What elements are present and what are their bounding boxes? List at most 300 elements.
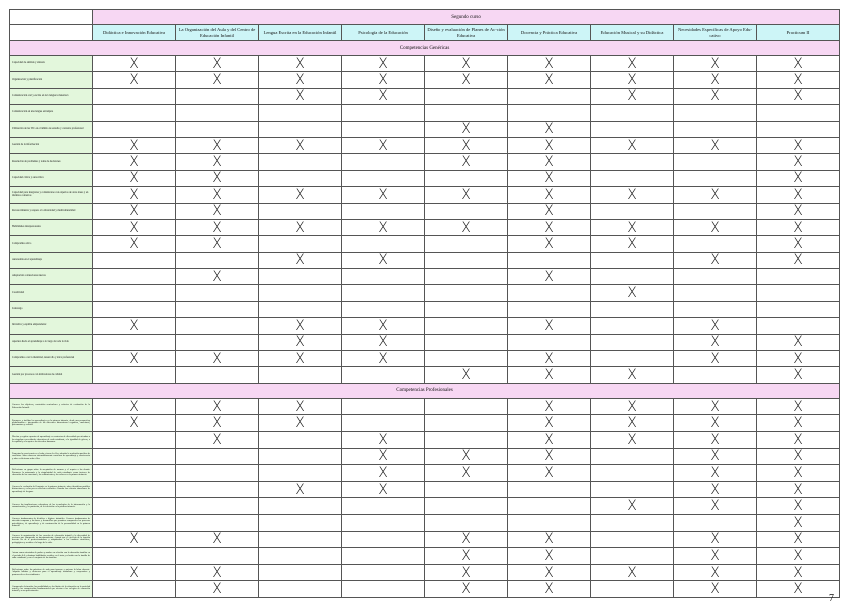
mark-cell-x: X [93,219,176,235]
subject-header: Psicología de la Educación [342,25,425,41]
mark-cell-empty [176,301,259,317]
mark-cell-empty [93,581,176,598]
mark-cell-x: X [757,72,840,88]
mark-cell-x: X [508,219,591,235]
mark-cell-x: X [425,56,508,72]
mark-cell-x: X [674,432,757,449]
mark-cell-empty [259,581,342,598]
mark-cell-x: X [176,236,259,252]
mark-cell-x: X [591,137,674,153]
mark-cell-empty [176,498,259,515]
mark-cell-x: X [757,137,840,153]
mark-cell-empty [591,170,674,186]
competency-row [10,285,840,301]
mark-cell-empty [176,448,259,465]
competencies-matrix [9,9,840,598]
mark-cell-x: X [508,137,591,153]
mark-cell-empty [93,88,176,104]
mark-cell-empty [259,465,342,482]
mark-cell-empty [757,269,840,285]
mark-cell-empty [93,448,176,465]
course-year-row [10,10,840,25]
competency-label: Organización y planificación [10,72,93,88]
mark-cell-empty [259,301,342,317]
mark-cell-empty [342,236,425,252]
mark-cell-x: X [508,154,591,170]
competency-label: Autonomía en el aprendizaje [10,252,93,268]
mark-cell-x: X [757,56,840,72]
mark-cell-x: X [591,398,674,415]
mark-cell-x: X [591,415,674,432]
mark-cell-x: X [674,318,757,334]
competency-row [10,432,840,449]
competency-row [10,415,840,432]
competency-row [10,581,840,598]
competency-label: Conocer los objetivos, contenidos curriculares y criterios de evaluación de la Educación Infantil. [10,398,93,415]
mark-cell-x: X [591,432,674,449]
competency-row [10,531,840,548]
professional-section-title: Competencias Profesionales [10,383,840,398]
mark-cell-x: X [259,88,342,104]
mark-cell-x: X [757,432,840,449]
mark-cell-empty [425,105,508,121]
mark-cell-x: X [508,269,591,285]
mark-cell-empty [425,269,508,285]
mark-cell-x: X [591,285,674,301]
mark-cell-x: X [757,481,840,498]
mark-cell-empty [591,581,674,598]
mark-cell-x: X [259,481,342,498]
mark-cell-x: X [757,367,840,383]
competency-label: Reflexionar en grupo sobre la aceptación de normas y el respeto a los demás. Promover la autonomía y la singularidad de cada estudiante como factores de educación de las emociones, los sentimientos y los valores en la primera infancia. [10,465,93,482]
mark-cell-x: X [259,252,342,268]
competency-row [10,465,840,482]
header-corner-cell [10,25,93,41]
mark-cell-empty [591,548,674,565]
mark-cell-empty [508,285,591,301]
competency-row [10,269,840,285]
mark-cell-empty [342,203,425,219]
mark-cell-x: X [259,72,342,88]
competency-label: Reconocimiento y respeto a la diversidad y multiculturalidad [10,203,93,219]
mark-cell-empty [591,481,674,498]
mark-cell-x: X [176,269,259,285]
mark-cell-x: X [93,187,176,203]
mark-cell-empty [425,498,508,515]
mark-cell-x: X [674,56,757,72]
mark-cell-x: X [757,465,840,482]
mark-cell-empty [425,398,508,415]
competency-row [10,88,840,104]
mark-cell-x: X [425,121,508,137]
competency-label: Fomentar la convivencia en el aula y fuera de ella y abordar la resolución pacífica de conflictos. Saber observar sistemáticamente contextos de aprendizaje y convivencia y saber reflexionar sobre ellos. [10,448,93,465]
mark-cell-empty [93,121,176,137]
mark-cell-x: X [757,581,840,598]
mark-cell-empty [508,105,591,121]
mark-cell-x: X [93,415,176,432]
mark-cell-x: X [93,72,176,88]
competency-row [10,56,840,72]
mark-cell-x: X [508,170,591,186]
mark-cell-x: X [342,448,425,465]
mark-cell-x: X [342,56,425,72]
mark-cell-x: X [674,88,757,104]
mark-cell-x: X [757,170,840,186]
competency-row [10,137,840,153]
mark-cell-empty [176,514,259,531]
subject-header: Lengua Escrita en la Educación Infantil [259,25,342,41]
mark-cell-x: X [93,56,176,72]
competency-label: Conocer la organización de las escuelas de educación infantil y la diversidad de acciones que comprende su funcionamiento. Asumir que el ejercicio de la función docente ha de ir perfeccionándose y adaptándose a los cambios científicos, pedagógicos y sociales a lo largo de la vida. [10,531,93,548]
mark-cell-empty [176,318,259,334]
mark-cell-empty [674,154,757,170]
mark-cell-x: X [591,219,674,235]
competency-label: Capacidad de análisis y síntesis [10,56,93,72]
mark-cell-x: X [674,564,757,581]
mark-cell-x: X [757,548,840,565]
mark-cell-empty [93,334,176,350]
mark-cell-empty [591,318,674,334]
mark-cell-empty [176,481,259,498]
mark-cell-empty [176,465,259,482]
mark-cell-empty [342,564,425,581]
mark-cell-x: X [591,498,674,515]
mark-cell-x: X [508,415,591,432]
mark-cell-empty [259,531,342,548]
mark-cell-x: X [674,398,757,415]
mark-cell-x: X [674,72,757,88]
competency-label: Adaptación a situaciones nuevas [10,269,93,285]
mark-cell-x: X [757,203,840,219]
mark-cell-empty [591,334,674,350]
mark-cell-empty [591,252,674,268]
mark-cell-x: X [259,318,342,334]
mark-cell-x: X [259,334,342,350]
mark-cell-empty [342,415,425,432]
mark-cell-empty [259,498,342,515]
subject-header: La Organización del Aula y del Centro de Educación Infantil [176,25,259,41]
course-year-title: Segundo curso [93,10,840,25]
competency-row [10,498,840,515]
mark-cell-x: X [674,415,757,432]
mark-cell-x: X [508,531,591,548]
mark-cell-empty [259,432,342,449]
mark-cell-x: X [508,581,591,598]
mark-cell-empty [508,334,591,350]
mark-cell-x: X [425,72,508,88]
mark-cell-empty [591,465,674,482]
mark-cell-x: X [176,415,259,432]
mark-cell-empty [176,367,259,383]
competency-row [10,548,840,565]
mark-cell-empty [259,269,342,285]
mark-cell-x: X [591,367,674,383]
subject-header: Educación Musical y su Didáctica [591,25,674,41]
mark-cell-x: X [674,187,757,203]
mark-cell-x: X [93,236,176,252]
mark-cell-empty [93,465,176,482]
mark-cell-x: X [176,137,259,153]
mark-cell-empty [176,285,259,301]
mark-cell-x: X [757,531,840,548]
mark-cell-empty [425,415,508,432]
mark-cell-x: X [342,252,425,268]
mark-cell-x: X [176,219,259,235]
mark-cell-x: X [674,137,757,153]
mark-cell-x: X [757,219,840,235]
mark-cell-empty [342,170,425,186]
mark-cell-x: X [259,415,342,432]
mark-cell-empty [342,105,425,121]
mark-cell-empty [425,236,508,252]
competency-label: Liderazgo [10,301,93,317]
mark-cell-x: X [342,137,425,153]
mark-cell-x: X [93,203,176,219]
mark-cell-x: X [508,56,591,72]
subject-header: Docencia y Práctica Educativa [508,25,591,41]
mark-cell-empty [342,301,425,317]
mark-cell-empty [259,367,342,383]
mark-cell-empty [342,514,425,531]
mark-cell-empty [176,105,259,121]
mark-cell-empty [674,203,757,219]
mark-cell-empty [93,432,176,449]
mark-cell-empty [757,121,840,137]
competency-row [10,154,840,170]
mark-cell-x: X [674,219,757,235]
mark-cell-empty [674,105,757,121]
mark-cell-x: X [757,252,840,268]
mark-cell-empty [259,548,342,565]
competency-row [10,398,840,415]
mark-cell-empty [674,236,757,252]
mark-cell-x: X [508,351,591,367]
mark-cell-empty [93,285,176,301]
competency-row [10,236,840,252]
competency-label: Iniciativa y espíritu emprendedor [10,318,93,334]
mark-cell-x: X [591,88,674,104]
mark-cell-x: X [508,187,591,203]
mark-cell-x: X [674,351,757,367]
competency-row [10,105,840,121]
mark-cell-x: X [93,531,176,548]
mark-cell-empty [259,514,342,531]
competency-row [10,203,840,219]
mark-cell-x: X [93,351,176,367]
competency-row [10,219,840,235]
mark-cell-empty [342,548,425,565]
mark-cell-x: X [93,154,176,170]
competency-row [10,72,840,88]
mark-cell-empty [425,203,508,219]
mark-cell-empty [93,252,176,268]
mark-cell-empty [674,285,757,301]
mark-cell-x: X [93,170,176,186]
mark-cell-x: X [176,170,259,186]
mark-cell-x: X [425,448,508,465]
competency-label: Creatividad [10,285,93,301]
mark-cell-empty [342,154,425,170]
mark-cell-x: X [591,236,674,252]
mark-cell-empty [674,269,757,285]
competency-row [10,334,840,350]
mark-cell-x: X [342,88,425,104]
mark-cell-x: X [508,203,591,219]
mark-cell-x: X [591,56,674,72]
competency-row [10,481,840,498]
mark-cell-empty [259,564,342,581]
mark-cell-x: X [259,398,342,415]
mark-cell-empty [508,252,591,268]
mark-cell-x: X [176,398,259,415]
mark-cell-x: X [757,236,840,252]
mark-cell-empty [176,334,259,350]
mark-cell-x: X [674,334,757,350]
mark-cell-empty [591,154,674,170]
mark-cell-x: X [176,203,259,219]
mark-cell-empty [176,88,259,104]
mark-cell-x: X [591,564,674,581]
mark-cell-x: X [93,564,176,581]
mark-cell-empty [508,498,591,515]
mark-cell-x: X [425,564,508,581]
competency-row [10,564,840,581]
subject-header: Practicum II [757,25,840,41]
mark-cell-x: X [176,351,259,367]
mark-cell-empty [674,514,757,531]
mark-cell-x: X [93,398,176,415]
mark-cell-x: X [176,56,259,72]
mark-cell-empty [342,269,425,285]
mark-cell-x: X [342,187,425,203]
mark-cell-x: X [674,448,757,465]
subject-header: Diseño y evaluación de Planes de Ac-ción Educativa [425,25,508,41]
competency-label: Comunicación en una lengua extranjera [10,105,93,121]
mark-cell-empty [425,285,508,301]
mark-cell-x: X [591,187,674,203]
competency-row [10,351,840,367]
competency-label: Resolución de problemas y toma de decisiones [10,154,93,170]
mark-cell-empty [425,334,508,350]
mark-cell-x: X [757,415,840,432]
mark-cell-x: X [342,432,425,449]
mark-cell-x: X [757,154,840,170]
competency-label: Conocer las implicaciones educativas de las tecnologías de la información y la comunicación y, en particular, de la televisión en la primera infancia. [10,498,93,515]
mark-cell-x: X [674,498,757,515]
mark-cell-x: X [425,548,508,565]
competency-row [10,514,840,531]
mark-cell-x: X [757,514,840,531]
mark-cell-empty [342,531,425,548]
mark-cell-x: X [342,318,425,334]
mark-cell-x: X [757,187,840,203]
mark-cell-x: X [176,432,259,449]
mark-cell-empty [757,285,840,301]
mark-cell-x: X [259,137,342,153]
competency-row [10,252,840,268]
mark-cell-empty [425,88,508,104]
mark-cell-x: X [757,334,840,350]
mark-cell-empty [591,121,674,137]
mark-cell-x: X [508,465,591,482]
competency-label: Capacidad crítica y autocrítica [10,170,93,186]
mark-cell-empty [591,351,674,367]
mark-cell-x: X [425,187,508,203]
competency-label: Comunicación oral y escrita en la/s lengua/s materna/s [10,88,93,104]
mark-cell-x: X [342,465,425,482]
page-number: 7 [829,593,834,604]
mark-cell-x: X [176,72,259,88]
mark-cell-empty [757,105,840,121]
mark-cell-x: X [508,564,591,581]
competency-label: Conocer fundamentos de dietética e higiene infantiles. Conocer fundamentos de atención temprana y las bases y desarrollos que permiten comprender los procesos psicológicos, de aprendizaje y de construcción de la personalidad en la primera infancia. [10,514,93,531]
mark-cell-empty [93,514,176,531]
mark-cell-empty [342,285,425,301]
mark-cell-empty [508,301,591,317]
mark-cell-empty [93,367,176,383]
mark-cell-x: X [342,334,425,350]
mark-cell-x: X [176,187,259,203]
subject-header: Necesidades Específicas de Apoyo Edu-cativo [674,25,757,41]
mark-cell-empty [591,531,674,548]
subject-header: Didáctica e Innovación Educativa [93,25,176,41]
competency-label: Diseñar y regular espacios de aprendizaje en contextos de diversidad que atiendan a las singulares necesidades educativas de cada estudiante, a la igualdad de género, a la equidad y al respeto a los derechos humanos. [10,432,93,449]
mark-cell-x: X [674,581,757,598]
mark-cell-empty [93,269,176,285]
mark-cell-x: X [425,465,508,482]
mark-cell-x: X [508,398,591,415]
competency-row [10,301,840,317]
mark-cell-empty [425,514,508,531]
mark-cell-empty [259,236,342,252]
mark-cell-x: X [508,121,591,137]
competency-label: Gestión de la información [10,137,93,153]
mark-cell-x: X [176,154,259,170]
mark-cell-empty [425,170,508,186]
competency-row [10,367,840,383]
mark-cell-x: X [259,219,342,235]
mark-cell-empty [674,121,757,137]
mark-cell-x: X [425,531,508,548]
mark-cell-empty [93,481,176,498]
competency-row [10,121,840,137]
mark-cell-empty [591,269,674,285]
mark-cell-empty [425,318,508,334]
mark-cell-empty [425,481,508,498]
mark-cell-x: X [342,481,425,498]
mark-cell-x: X [176,531,259,548]
mark-cell-x: X [757,88,840,104]
mark-cell-empty [93,105,176,121]
mark-cell-empty [259,154,342,170]
competency-label: Compromiso ético [10,236,93,252]
mark-cell-empty [591,301,674,317]
mark-cell-empty [259,203,342,219]
mark-cell-x: X [425,581,508,598]
mark-cell-x: X [425,154,508,170]
mark-cell-x: X [674,548,757,565]
mark-cell-empty [508,88,591,104]
competency-label: Apertura hacia el aprendizaje a lo largo de toda la vida [10,334,93,350]
competency-row [10,448,840,465]
mark-cell-x: X [342,72,425,88]
competency-label: Habilidades interpersonales [10,219,93,235]
mark-cell-x: X [757,448,840,465]
mark-cell-empty [342,581,425,598]
mark-cell-empty [591,105,674,121]
mark-cell-x: X [508,367,591,383]
mark-cell-empty [259,170,342,186]
